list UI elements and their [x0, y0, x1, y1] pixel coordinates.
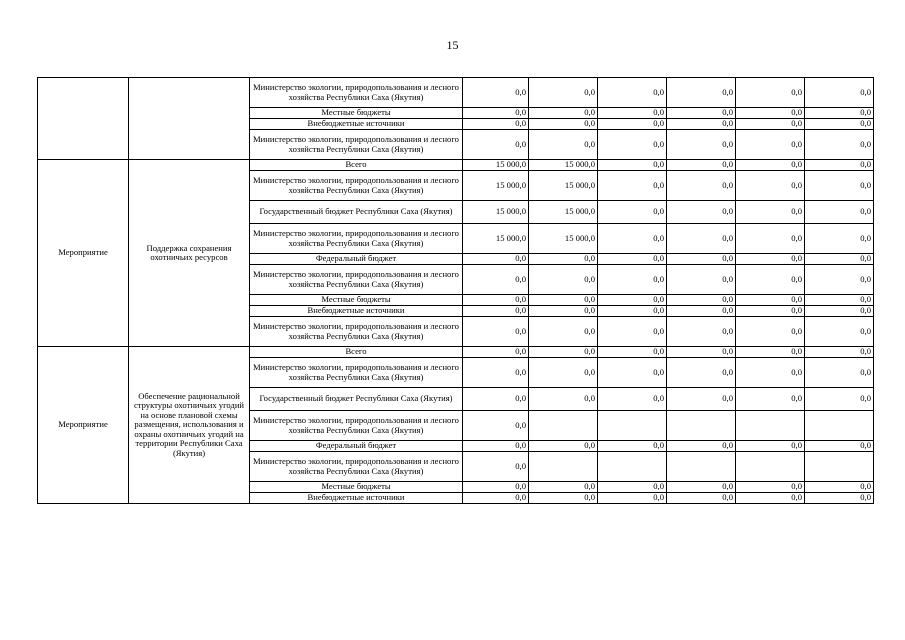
value-cell: 0,0	[598, 130, 667, 160]
value-cell: 0,0	[736, 441, 805, 452]
event-type-cell: Мероприятие	[38, 160, 129, 347]
value-cell: 0,0	[667, 295, 736, 306]
value-cell: 0,0	[667, 160, 736, 171]
value-cell: 15 000,0	[463, 224, 529, 254]
value-cell: 0,0	[463, 265, 529, 295]
funding-source-cell: Государственный бюджет Республики Саха (Якутия)	[250, 388, 463, 411]
value-cell: 0,0	[736, 160, 805, 171]
value-cell: 0,0	[598, 108, 667, 119]
value-cell: 0,0	[805, 482, 874, 493]
funding-source-cell: Министерство экологии, природопользования и лесного хозяйства Республики Саха (Якутия)	[250, 452, 463, 482]
value-cell: 0,0	[598, 347, 667, 358]
funding-source-cell: Внебюджетные источники	[250, 306, 463, 317]
value-cell: 0,0	[463, 295, 529, 306]
value-cell	[529, 411, 598, 441]
value-cell: 0,0	[463, 254, 529, 265]
value-cell: 0,0	[805, 130, 874, 160]
value-cell: 0,0	[805, 295, 874, 306]
value-cell: 0,0	[463, 108, 529, 119]
value-cell: 0,0	[463, 358, 529, 388]
value-cell: 0,0	[529, 295, 598, 306]
value-cell: 0,0	[598, 201, 667, 224]
value-cell: 0,0	[736, 358, 805, 388]
value-cell: 0,0	[463, 306, 529, 317]
funding-source-cell: Министерство экологии, природопользования и лесного хозяйства Республики Саха (Якутия)	[250, 265, 463, 295]
value-cell: 0,0	[598, 295, 667, 306]
value-cell: 0,0	[598, 388, 667, 411]
value-cell: 0,0	[736, 78, 805, 108]
value-cell: 0,0	[736, 317, 805, 347]
value-cell: 0,0	[667, 265, 736, 295]
value-cell: 0,0	[805, 160, 874, 171]
value-cell: 0,0	[529, 265, 598, 295]
value-cell: 0,0	[667, 254, 736, 265]
value-cell: 0,0	[736, 201, 805, 224]
value-cell: 0,0	[529, 78, 598, 108]
value-cell: 0,0	[529, 358, 598, 388]
value-cell: 0,0	[667, 493, 736, 504]
funding-source-cell: Министерство экологии, природопользования и лесного хозяйства Республики Саха (Якутия)	[250, 358, 463, 388]
value-cell: 0,0	[598, 254, 667, 265]
funding-source-cell: Министерство экологии, природопользования и лесного хозяйства Республики Саха (Якутия)	[250, 171, 463, 201]
value-cell: 0,0	[736, 119, 805, 130]
value-cell: 0,0	[529, 254, 598, 265]
value-cell: 0,0	[598, 358, 667, 388]
value-cell: 0,0	[463, 493, 529, 504]
value-cell: 0,0	[736, 388, 805, 411]
value-cell: 0,0	[736, 171, 805, 201]
value-cell: 0,0	[667, 78, 736, 108]
event-type-cell: Мероприятие	[38, 347, 129, 504]
value-cell	[736, 452, 805, 482]
value-cell: 0,0	[736, 254, 805, 265]
table-row	[38, 347, 874, 358]
value-cell: 0,0	[667, 201, 736, 224]
table-row	[38, 78, 874, 108]
funding-source-cell: Местные бюджеты	[250, 482, 463, 493]
value-cell: 0,0	[598, 317, 667, 347]
event-name-cell	[129, 78, 250, 160]
value-cell: 0,0	[805, 358, 874, 388]
value-cell: 0,0	[667, 224, 736, 254]
value-cell: 0,0	[598, 493, 667, 504]
funding-source-cell: Местные бюджеты	[250, 108, 463, 119]
value-cell: 0,0	[805, 254, 874, 265]
value-cell: 0,0	[529, 119, 598, 130]
value-cell: 0,0	[736, 108, 805, 119]
funding-source-cell: Всего	[250, 347, 463, 358]
value-cell: 0,0	[667, 441, 736, 452]
value-cell: 0,0	[463, 119, 529, 130]
value-cell	[667, 411, 736, 441]
value-cell: 0,0	[598, 119, 667, 130]
value-cell: 0,0	[667, 306, 736, 317]
value-cell: 0,0	[667, 347, 736, 358]
value-cell: 0,0	[463, 482, 529, 493]
value-cell: 0,0	[529, 306, 598, 317]
value-cell	[529, 452, 598, 482]
value-cell: 0,0	[805, 317, 874, 347]
value-cell: 0,0	[736, 295, 805, 306]
value-cell	[598, 452, 667, 482]
value-cell: 0,0	[736, 224, 805, 254]
value-cell: 0,0	[736, 306, 805, 317]
value-cell	[805, 411, 874, 441]
value-cell: 0,0	[736, 482, 805, 493]
funding-source-cell: Федеральный бюджет	[250, 441, 463, 452]
value-cell: 0,0	[805, 306, 874, 317]
event-type-cell	[38, 78, 129, 160]
table-row	[38, 160, 874, 171]
value-cell	[736, 411, 805, 441]
value-cell: 0,0	[667, 130, 736, 160]
funding-source-cell: Государственный бюджет Республики Саха (Якутия)	[250, 201, 463, 224]
value-cell	[598, 411, 667, 441]
value-cell: 0,0	[805, 388, 874, 411]
event-name-cell: Поддержка сохранения охотничьих ресурсов	[129, 160, 250, 347]
value-cell: 0,0	[667, 119, 736, 130]
value-cell: 0,0	[736, 347, 805, 358]
value-cell: 0,0	[667, 171, 736, 201]
funding-source-cell: Внебюджетные источники	[250, 119, 463, 130]
value-cell: 0,0	[463, 347, 529, 358]
value-cell: 0,0	[463, 452, 529, 482]
value-cell: 15 000,0	[529, 160, 598, 171]
value-cell: 0,0	[463, 130, 529, 160]
value-cell	[667, 452, 736, 482]
value-cell: 0,0	[463, 441, 529, 452]
value-cell: 0,0	[463, 78, 529, 108]
value-cell: 0,0	[805, 441, 874, 452]
value-cell: 0,0	[805, 265, 874, 295]
event-name-cell: Обеспечение рациональной структуры охотничьих угодий на основе плановой схемы размещения, использования и охраны охотничьих угодий на территории Республики Саха (Якутия)	[129, 347, 250, 504]
value-cell: 0,0	[529, 317, 598, 347]
value-cell: 0,0	[667, 388, 736, 411]
value-cell: 0,0	[805, 119, 874, 130]
value-cell: 0,0	[463, 317, 529, 347]
value-cell: 15 000,0	[529, 171, 598, 201]
value-cell: 0,0	[529, 441, 598, 452]
value-cell: 15 000,0	[529, 224, 598, 254]
value-cell: 15 000,0	[463, 160, 529, 171]
value-cell: 0,0	[529, 482, 598, 493]
value-cell: 15 000,0	[463, 171, 529, 201]
value-cell: 0,0	[667, 317, 736, 347]
funding-source-cell: Министерство экологии, природопользования и лесного хозяйства Республики Саха (Якутия)	[250, 411, 463, 441]
value-cell: 0,0	[598, 441, 667, 452]
funding-source-cell: Федеральный бюджет	[250, 254, 463, 265]
value-cell: 0,0	[805, 201, 874, 224]
value-cell: 0,0	[805, 224, 874, 254]
value-cell: 0,0	[463, 388, 529, 411]
value-cell: 0,0	[529, 493, 598, 504]
funding-source-cell: Внебюджетные источники	[250, 493, 463, 504]
value-cell: 0,0	[598, 265, 667, 295]
value-cell: 0,0	[736, 265, 805, 295]
value-cell: 0,0	[805, 347, 874, 358]
value-cell: 0,0	[598, 160, 667, 171]
value-cell: 0,0	[529, 347, 598, 358]
value-cell	[805, 452, 874, 482]
value-cell: 0,0	[463, 411, 529, 441]
funding-source-cell: Министерство экологии, природопользования и лесного хозяйства Республики Саха (Якутия)	[250, 78, 463, 108]
value-cell: 0,0	[805, 493, 874, 504]
value-cell: 0,0	[805, 78, 874, 108]
value-cell: 0,0	[598, 224, 667, 254]
value-cell: 0,0	[529, 108, 598, 119]
funding-source-cell: Министерство экологии, природопользования и лесного хозяйства Республики Саха (Якутия)	[250, 224, 463, 254]
value-cell: 0,0	[598, 306, 667, 317]
budget-table	[37, 77, 874, 504]
value-cell: 0,0	[736, 130, 805, 160]
funding-source-cell: Министерство экологии, природопользования и лесного хозяйства Республики Саха (Якутия)	[250, 130, 463, 160]
value-cell: 0,0	[805, 171, 874, 201]
funding-source-cell: Всего	[250, 160, 463, 171]
page-number: 15	[446, 38, 459, 52]
value-cell: 0,0	[667, 482, 736, 493]
funding-source-cell: Местные бюджеты	[250, 295, 463, 306]
value-cell: 0,0	[529, 130, 598, 160]
value-cell: 0,0	[805, 108, 874, 119]
value-cell: 0,0	[667, 358, 736, 388]
value-cell: 15 000,0	[529, 201, 598, 224]
value-cell: 0,0	[736, 493, 805, 504]
value-cell: 0,0	[598, 78, 667, 108]
value-cell: 15 000,0	[463, 201, 529, 224]
value-cell: 0,0	[598, 171, 667, 201]
value-cell: 0,0	[529, 388, 598, 411]
value-cell: 0,0	[667, 108, 736, 119]
value-cell: 0,0	[598, 482, 667, 493]
funding-source-cell: Министерство экологии, природопользования и лесного хозяйства Республики Саха (Якутия)	[250, 317, 463, 347]
